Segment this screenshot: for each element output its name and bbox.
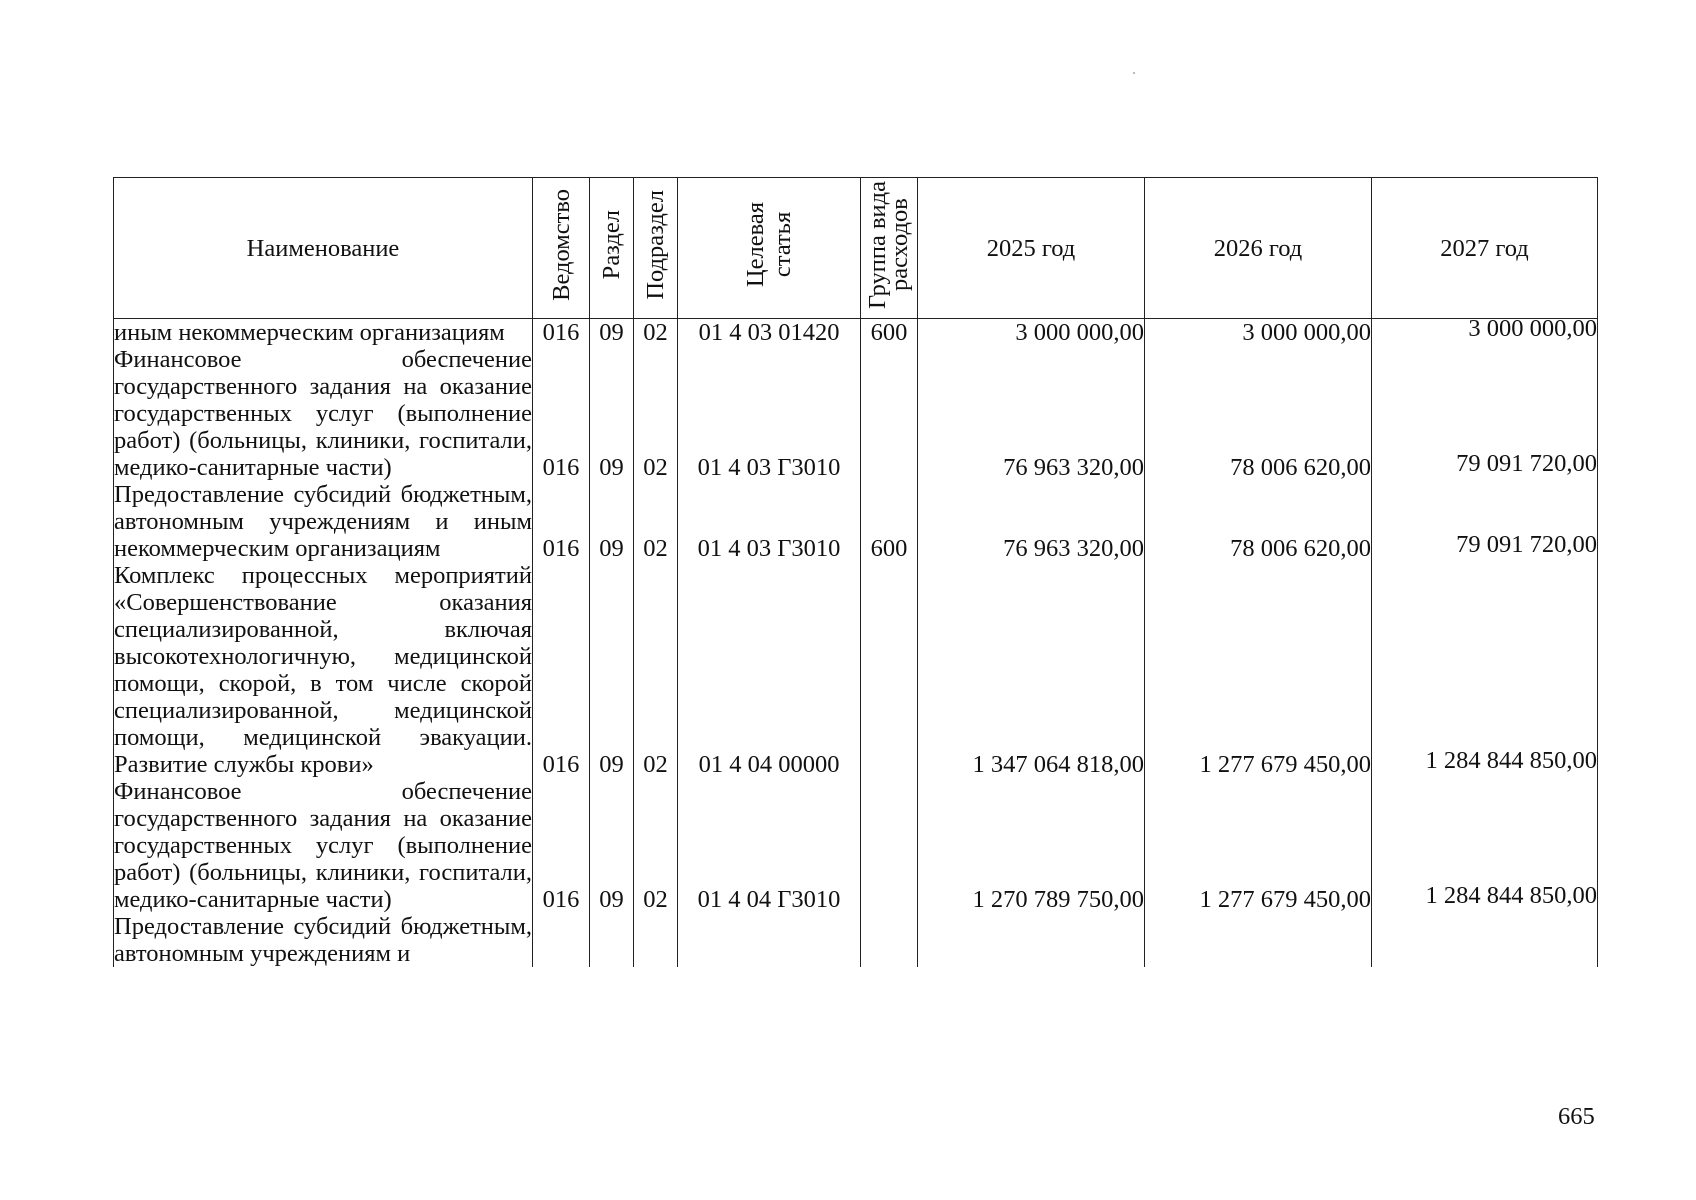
row-amount-2026: 1 277 679 450,00 [1145,562,1372,778]
row-amount-2027 [1372,913,1598,967]
scan-speck [1133,72,1135,74]
row-amount-2026: 78 006 620,00 [1145,481,1372,562]
row-target-article: 01 4 03 Г3010 [678,481,861,562]
row-amount-2027: 1 284 844 850,00 [1372,562,1598,778]
row-target-article: 01 4 03 01420 [678,319,861,347]
row-department: 016 [533,346,590,481]
row-subsection [634,913,678,967]
row-subsection: 02 [634,346,678,481]
budget-table [113,177,1598,967]
row-amount-2025: 76 963 320,00 [918,481,1145,562]
row-department [533,913,590,967]
header-2026: 2026 год [1145,178,1372,319]
row-name: иным некоммерческим организациям [114,319,533,347]
row-amount-2027: 79 091 720,00 [1372,481,1598,562]
row-target-article: 01 4 04 Г3010 [678,778,861,913]
table-row [114,319,1598,347]
header-expense-group: Группа вида расходов [861,178,918,319]
row-name: Комплекс процессных мероприятий «Совершенствование оказания специализированной, включая высокотехнологичную, медицинской помощи, скорой, в том числе скорой специализированной, медицинской помощи, медицинской эвакуации. Развитие службы крови» [114,562,532,778]
header-subsection: Подраздел [634,178,678,319]
row-department: 016 [533,481,590,562]
row-name: Предоставление субсидий бюджетным, автономным учреждениям и иным некоммерческим организациям [114,481,532,562]
row-amount-2026: 1 277 679 450,00 [1145,778,1372,913]
row-amount-2025: 1 270 789 750,00 [918,778,1145,913]
row-subsection: 02 [634,562,678,778]
row-target-article: 01 4 04 00000 [678,562,861,778]
row-target-article: 01 4 03 Г3010 [678,346,861,481]
row-department: 016 [533,562,590,778]
row-expense-group [861,913,918,967]
header-2027: 2027 год [1372,178,1598,319]
row-amount-2025: 1 347 064 818,00 [918,562,1145,778]
row-expense-group [861,778,918,913]
row-expense-group [861,346,918,481]
row-section [590,913,634,967]
table-row [114,562,1598,778]
row-amount-2026 [1145,913,1372,967]
row-section: 09 [590,562,634,778]
header-name: Наименование [114,178,533,319]
row-section: 09 [590,481,634,562]
row-amount-2025 [918,913,1145,967]
row-section: 09 [590,346,634,481]
row-amount-2026: 78 006 620,00 [1145,346,1372,481]
row-target-article [678,913,861,967]
row-expense-group: 600 [861,319,918,347]
header-section: Раздел [590,178,634,319]
row-expense-group: 600 [861,481,918,562]
row-name: Финансовое обеспечение государственного задания на оказание государственных услуг (выполнение работ) (больницы, клиники, госпитали, медико-санитарные части) [114,346,532,481]
page-number: 665 [1558,1103,1595,1130]
header-2025: 2025 год [918,178,1145,319]
row-amount-2025: 3 000 000,00 [918,319,1145,347]
row-expense-group [861,562,918,778]
row-amount-2026: 3 000 000,00 [1145,319,1372,347]
row-amount-2027: 3 000 000,00 [1372,319,1598,347]
row-department: 016 [533,319,590,347]
table-row [114,913,1598,967]
row-department: 016 [533,778,590,913]
table-row [114,778,1598,913]
row-amount-2027: 1 284 844 850,00 [1372,778,1598,913]
header-department: Ведомство [533,178,590,319]
row-amount-2025: 76 963 320,00 [918,346,1145,481]
row-name: Предоставление субсидий бюджетным, автономным учреждениям и [114,913,532,967]
row-subsection: 02 [634,481,678,562]
header-target-article: Целевая статья [678,178,861,319]
row-subsection: 02 [634,319,678,347]
row-amount-2027: 79 091 720,00 [1372,346,1598,481]
table-header-row [114,178,1598,319]
row-section: 09 [590,319,634,347]
row-subsection: 02 [634,778,678,913]
row-name: Финансовое обеспечение государственного задания на оказание государственных услуг (выполнение работ) (больницы, клиники, госпитали, медико-санитарные части) [114,778,532,913]
row-section: 09 [590,778,634,913]
table-row [114,481,1598,562]
table-row [114,346,1598,481]
